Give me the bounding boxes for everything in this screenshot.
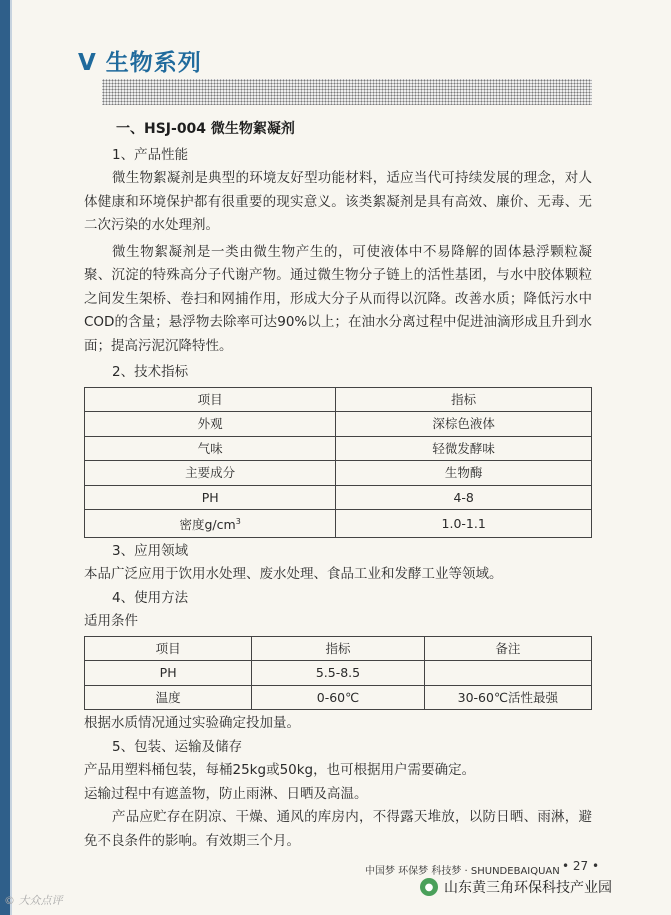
- table-row: [85, 461, 592, 486]
- table-header-cell: 项目: [85, 636, 252, 661]
- table-row: [85, 485, 592, 510]
- section-1-paragraph-2: 微生物絮凝剂是一类由微生物产生的，可使液体中不易降解的固体悬浮颗粒凝聚、沉淀的特殊高分子代谢产物。通过微生物分子链上的活性基团，与水中胶体颗粒之间发生架桥、卷扫和网捕作用，形成大分子从而得以沉降。改善水质；降低污水中COD的含量；悬浮物去除率可达90%以上；在油水分离过程中促进油滴形成且升到水面；提高污泥沉降特性。: [84, 243, 592, 354]
- main-content: [84, 118, 592, 856]
- product-heading: 一、HSJ-004 微生物絮凝剂: [116, 121, 295, 137]
- table-cell: 0-60℃: [252, 685, 424, 710]
- table-row: [85, 661, 592, 686]
- table-header-row: [85, 636, 592, 661]
- table-cell: 外观: [85, 412, 336, 437]
- section-1-title: 1、产品性能: [112, 146, 189, 163]
- table-row: [85, 510, 592, 538]
- section-2-title: 2、技术指标: [112, 364, 189, 380]
- section-3-text: 本品广泛应用于饮用水处理、废水处理、食品工业和发酵工业等领域。: [84, 566, 503, 583]
- table-cell: 轻微发酵味: [336, 436, 592, 461]
- section-4-note: 根据水质情况通过实验确定投加量。: [84, 715, 300, 732]
- table-header-cell: 指标: [252, 636, 424, 661]
- table-cell: 主要成分: [85, 461, 336, 486]
- footer-slogan: 中国梦 环保梦 科技梦 · SHUNDEBAIQUAN: [365, 866, 560, 877]
- tech-spec-table: [84, 387, 592, 538]
- section-title: V 生物系列: [78, 50, 202, 76]
- table-cell: 30-60℃活性最强: [424, 685, 591, 710]
- table-cell: 气味: [85, 436, 336, 461]
- section-1-paragraph-1: 微生物絮凝剂是典型的环境友好型功能材料，适应当代可持续发展的理念，对人体健康和环境保护都有很重要的现实意义。该类絮凝剂是具有高效、廉价、无毒、无二次污染的水处理剂。: [84, 170, 592, 233]
- table-row: [85, 436, 592, 461]
- section-4-subtitle: 适用条件: [84, 613, 138, 630]
- table-cell: [85, 510, 336, 538]
- section-4-title: 4、使用方法: [112, 589, 189, 606]
- table-cell: 温度: [85, 685, 252, 710]
- section-5-line-2: 运输过程中有遮盖物，防止雨淋、日晒及高温。: [84, 785, 368, 802]
- usage-conditions-table: [84, 636, 592, 711]
- section-3-title: 3、应用领域: [112, 542, 189, 559]
- table-cell: 1.0-1.1: [336, 510, 592, 538]
- table-cell: PH: [85, 485, 336, 510]
- left-edge-bar: [0, 0, 10, 915]
- table-header-row: [85, 387, 592, 412]
- dotted-banner: [102, 79, 592, 105]
- page-number: • 27 •: [562, 859, 600, 873]
- watermark-text: 山东黄三角环保科技产业园: [444, 880, 612, 896]
- page-footer: [0, 858, 671, 878]
- density-label: 密度g/cm: [179, 517, 236, 533]
- table-cell: 生物酶: [336, 461, 592, 486]
- image-credit: © 大众点评: [4, 894, 63, 907]
- table-cell: PH: [85, 661, 252, 686]
- table-row: [85, 412, 592, 437]
- table-cell: 深棕色液体: [336, 412, 592, 437]
- table-header-cell: 备注: [424, 636, 591, 661]
- table-row: [85, 685, 592, 710]
- table-cell: 4-8: [336, 485, 592, 510]
- section-5-line-1: 产品用塑料桶包装，每桶25kg或50kg，也可根据用户需要确定。: [84, 762, 476, 779]
- table-cell: [424, 661, 591, 686]
- left-edge-stripe: [10, 0, 12, 915]
- account-watermark: [420, 876, 612, 898]
- section-5-title: 5、包装、运输及储存: [112, 738, 243, 755]
- table-header-cell: 指标: [336, 387, 592, 412]
- table-cell: 5.5-8.5: [252, 661, 424, 686]
- section-5-line-3: 产品应贮存在阴凉、干燥、通风的库房内，不得露天堆放，以防日晒、雨淋，避免不良条件的影响。有效期三个月。: [84, 809, 592, 849]
- wechat-icon: ●: [420, 878, 438, 896]
- table-header-cell: 项目: [85, 387, 336, 412]
- density-superscript: 3: [235, 517, 241, 526]
